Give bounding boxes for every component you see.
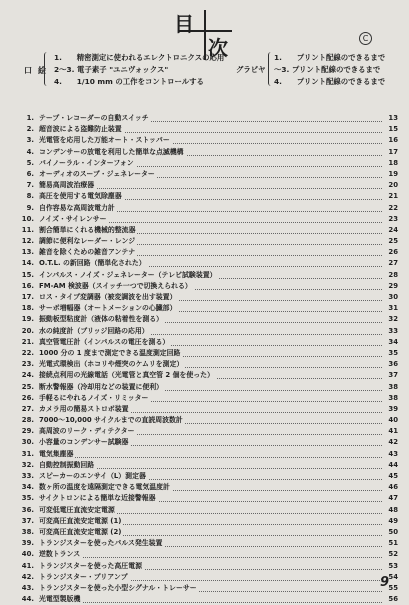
toc-entry-number: 15. xyxy=(21,270,34,279)
toc-entry-page: 27 xyxy=(388,259,398,268)
toc-entry-title: サイクトロンによる簡単な近接警報器 xyxy=(39,493,158,504)
toc-entry xyxy=(18,415,398,426)
frontispiece-brace xyxy=(44,52,51,86)
toc-entry xyxy=(18,348,398,359)
toc-entry xyxy=(18,437,398,448)
toc-entry-title: テープ・レコーダーの自動スイッチ xyxy=(39,113,151,124)
toc-entry-page: 18 xyxy=(388,158,398,167)
toc-entry xyxy=(18,147,398,158)
toc-entry-number: 33. xyxy=(21,472,34,480)
toc-entry xyxy=(18,493,398,504)
toc-entry-title: 簡易高周波治療器 xyxy=(39,180,96,191)
toc-entry-number: 7. xyxy=(26,181,34,190)
toc-entry xyxy=(18,135,398,146)
toc-entry-page: 20 xyxy=(388,181,398,190)
toc-entry-number: 21. xyxy=(21,337,34,346)
toc-entry xyxy=(18,236,398,247)
toc-entry-number: 35. xyxy=(21,494,34,503)
toc-entry-title: 水の純度計（ブリッジ回路の応用） xyxy=(39,326,151,337)
toc-leader-dots xyxy=(39,456,382,458)
toc-entry xyxy=(18,527,398,538)
gravure-line: 1. プリント配線のできるまで xyxy=(274,53,386,62)
toc-entry-title: 高圧を使用する電気除塵器 xyxy=(39,191,124,202)
toc-entry-number: 27. xyxy=(21,404,34,413)
toc-entry-number: 5. xyxy=(26,158,34,167)
toc-entry-number: 2. xyxy=(26,125,34,134)
toc-entry-number: 24. xyxy=(21,371,34,380)
toc-entry xyxy=(18,426,398,437)
toc-entry-number: 13. xyxy=(21,248,34,257)
toc-entry-title: 小容量のコンデンサー試験器 xyxy=(39,437,130,448)
toc-entry-number: 41. xyxy=(21,561,34,570)
toc-entry xyxy=(18,281,398,292)
toc-entry-page: 38 xyxy=(388,382,398,391)
toc-entry-number: 28. xyxy=(21,416,34,425)
toc-entry xyxy=(18,191,398,202)
toc-entry-page: 16 xyxy=(388,136,398,145)
toc-entry-title: 超音波による盗難防止装置 xyxy=(39,124,124,135)
toc-entry-page: 38 xyxy=(388,393,398,402)
toc-entry-title: 7000～10,000 サイクルまでの直読周波数計 xyxy=(39,415,185,426)
toc-entry-number: 3. xyxy=(26,136,34,145)
toc-entry xyxy=(18,303,398,314)
toc-entry-page: 22 xyxy=(388,203,398,212)
toc-entry xyxy=(18,124,398,135)
toc-entry-number: 30. xyxy=(21,438,34,447)
toc-entry-number: 8. xyxy=(26,192,34,201)
toc-entry-title: 自動控制振動回路 xyxy=(39,460,96,471)
toc-entry-number: 14. xyxy=(21,259,34,268)
toc-entry-title: 振動板型粘度計（液体の粘着性を測る） xyxy=(39,314,165,325)
gravure-section xyxy=(236,52,406,88)
toc-entry xyxy=(18,572,398,583)
title-char-1: 目 xyxy=(174,12,194,36)
toc-entry xyxy=(18,516,398,527)
toc-entry-page: 15 xyxy=(388,125,398,134)
toc-entry-page: 51 xyxy=(388,539,398,548)
toc-entry-number: 11. xyxy=(21,225,34,234)
toc-entry-page: 49 xyxy=(388,516,398,525)
toc-entry xyxy=(18,113,398,124)
toc-entry-page: 17 xyxy=(388,147,398,156)
toc-leader-dots xyxy=(39,601,382,603)
toc-entry-page: 28 xyxy=(388,270,398,279)
toc-entry xyxy=(18,314,398,325)
toc-entry-number: 36. xyxy=(21,505,34,514)
frontispiece-label: 口絵 xyxy=(24,66,52,75)
toc-entry-number: 31. xyxy=(21,449,34,458)
toc-entry-title: 高周波のリーク・ディテクター xyxy=(39,426,137,437)
toc-entry-title: オーディオのスーブ・ジェネレーター xyxy=(39,169,157,180)
toc-entry-page: 24 xyxy=(388,225,398,234)
toc-entry-page: 35 xyxy=(388,348,398,357)
toc-entry-page: 42 xyxy=(388,438,398,447)
toc-entry-page: 25 xyxy=(388,237,398,246)
toc-entry-title: 可変高圧直流安定電源 (2) xyxy=(39,527,123,538)
frontispiece-line: 4. 1/10 mm の工作をコントロールする xyxy=(54,77,204,86)
toc-entry xyxy=(18,158,398,169)
toc-entry-page: 34 xyxy=(388,337,398,346)
toc-entry-number: 4. xyxy=(26,147,34,156)
toc-entry-page: 52 xyxy=(388,550,398,559)
toc-entry-page: 32 xyxy=(388,315,398,324)
toc-entry-number: 12. xyxy=(21,237,34,246)
toc-entry-number: 42. xyxy=(21,572,34,581)
toc-entry-title: トランジスターを使ったパルス発生装置 xyxy=(39,538,164,549)
gravure-label: グラビヤ xyxy=(236,65,266,74)
toc-entry xyxy=(18,471,398,482)
toc-entry-title: インパルス・ノイズ・ジェネレーター（テレビ試験装置） xyxy=(39,270,219,281)
toc-entry-page: 30 xyxy=(388,293,398,301)
toc-entry xyxy=(18,505,398,516)
toc-entry-number: 18. xyxy=(21,304,34,313)
toc-entry-page: 46 xyxy=(388,483,398,492)
toc-entry-title: 光電式環検出（ホコリや煙突のケムリを測定） xyxy=(39,359,185,370)
toc-entry-title: 可変低電圧直流安定電源 xyxy=(39,505,117,516)
toc-entry-page: 19 xyxy=(388,169,398,178)
circle-mark: C xyxy=(359,32,372,45)
toc-entry-number: 44. xyxy=(21,595,34,604)
toc-entry-number: 22. xyxy=(21,348,34,357)
frontispiece-section xyxy=(24,52,244,88)
toc-entry-title: 電気集塵器 xyxy=(39,449,75,460)
toc-entry-title: 自作容易な高周波電力計 xyxy=(39,203,117,214)
toc-entry-page: 44 xyxy=(388,460,398,469)
toc-entry xyxy=(18,404,398,415)
toc-entry-number: 37. xyxy=(21,516,34,525)
toc-entry-title: 断水警報器（冷却用などの装置に便利） xyxy=(39,382,165,393)
toc-entry xyxy=(18,460,398,471)
toc-entry-title: 割合簡単にくれる機械的整流器 xyxy=(39,225,137,236)
toc-entry-title: カメラ用の簡易ストロボ装置 xyxy=(39,404,131,415)
toc-entry-title: O.T.L. の新回路（簡単化された） xyxy=(39,258,148,269)
toc-entry-title: トランジスターを使った小型シグナル・トレーサー xyxy=(39,583,199,594)
toc-entry-title: サーボ増幅器（オートメーションの心臓部） xyxy=(39,303,178,314)
toc-entry-number: 43. xyxy=(21,583,34,592)
toc-entry-page: 21 xyxy=(388,192,398,201)
toc-entry-page: 36 xyxy=(388,360,398,369)
toc-entry-number: 25. xyxy=(21,382,34,391)
toc-entry-title: 手軽るにやれるノイズ・リミッター xyxy=(39,393,150,404)
toc-entry-number: 9. xyxy=(26,203,34,212)
toc-entry-number: 20. xyxy=(21,326,34,335)
toc-entry xyxy=(18,561,398,572)
toc-entry-page: 29 xyxy=(388,281,398,290)
toc-entry-page: 37 xyxy=(388,371,398,380)
toc-entry-page: 55 xyxy=(388,583,398,592)
toc-entry-title: ノイズ・サイレンサー xyxy=(39,214,109,225)
toc-entry xyxy=(18,538,398,549)
toc-entry xyxy=(18,382,398,393)
toc-leader-dots xyxy=(39,556,382,558)
toc-entry xyxy=(18,326,398,337)
toc-entry-page: 56 xyxy=(388,595,398,604)
toc-entry xyxy=(18,270,398,281)
toc-entry-title: 光電型製版機 xyxy=(39,594,82,605)
toc-entry-page: 40 xyxy=(388,416,398,425)
toc-entry-number: 10. xyxy=(21,214,34,223)
toc-entry-number: 19. xyxy=(21,315,34,324)
toc-entry-title: バイノーラル・インターフォン xyxy=(39,158,136,169)
toc-entry xyxy=(18,214,398,225)
toc-entry-title: 数ヶ所の温度を遠隔測定できる電気温度計 xyxy=(39,482,172,493)
toc-entry-number: 26. xyxy=(21,393,34,402)
frontispiece-line: 2～3. 電子素子 "ユニヴォックス" xyxy=(54,65,169,74)
toc-entry-number: 1. xyxy=(26,114,34,122)
toc-list xyxy=(18,113,398,605)
toc-entry-number: 34. xyxy=(21,483,34,492)
toc-entry-page: 43 xyxy=(388,449,398,458)
toc-entry-title: 1000 分の 1 度まで測定できる温度測定回路 xyxy=(39,348,182,359)
toc-entry-title: スピーカーのエンサイ（L）測定器 xyxy=(39,471,148,482)
toc-entry xyxy=(18,393,398,404)
toc-entry-title: コンデンサーの放電を利用した簡単な点滅機構 xyxy=(39,147,186,158)
toc-entry-page: 23 xyxy=(388,214,398,223)
gravure-line: ～3. プリント配線のできるまで xyxy=(274,65,381,74)
toc-entry-page: 41 xyxy=(388,427,398,436)
title-char-2: 次 xyxy=(208,36,228,60)
toc-entry xyxy=(18,337,398,348)
toc-entry-title: ロス・タイプ変調器（被変調波を出す装置） xyxy=(39,292,178,303)
toc-entry xyxy=(18,225,398,236)
toc-entry xyxy=(18,370,398,381)
toc-entry-page: 45 xyxy=(388,472,398,480)
toc-entry-page: 53 xyxy=(388,561,398,570)
toc-entry-title: 光電管を応用した万能オート・ストッパー xyxy=(39,135,172,146)
toc-entry xyxy=(18,258,398,269)
toc-entry xyxy=(18,180,398,191)
toc-entry-number: 40. xyxy=(21,550,34,559)
toc-entry-title: 可変高圧直流安定電源 (1) xyxy=(39,516,123,527)
toc-entry xyxy=(18,292,398,303)
frontispiece-line: 1. 精密測定に使われるエレクトロニクスの応用 xyxy=(54,53,225,62)
toc-entry xyxy=(18,449,398,460)
toc-entry-number: 32. xyxy=(21,460,34,469)
toc-entry xyxy=(18,203,398,214)
toc-entry-page: 33 xyxy=(388,326,398,335)
gravure-line: 4. プリント配線のできるまで xyxy=(274,77,386,86)
toc-entry-page: 48 xyxy=(388,505,398,514)
toc-entry-number: 29. xyxy=(21,427,34,436)
toc-entry-title: トランジスターを使った高圧電源 xyxy=(39,561,144,572)
toc-entry-title: 雑音を除くための雑音アンテナ xyxy=(39,247,137,258)
toc-entry-number: 16. xyxy=(21,281,34,290)
toc-entry-number: 39. xyxy=(21,539,34,548)
toc-entry-number: 38. xyxy=(21,527,34,536)
toc-entry-page: 54 xyxy=(388,572,398,581)
toc-entry xyxy=(18,247,398,258)
page-number: 9 xyxy=(380,575,390,590)
toc-entry-page: 50 xyxy=(388,527,398,536)
toc-entry-title: 真空管電圧計（インパルスの電圧を測る） xyxy=(39,337,171,348)
toc-entry-page: 47 xyxy=(388,494,398,503)
toc-entry xyxy=(18,549,398,560)
toc-entry xyxy=(18,583,398,594)
toc-entry-title: 接続点利用の光線電話（光電管と真空管 2 個を使った） xyxy=(39,370,216,381)
toc-entry xyxy=(18,482,398,493)
toc-entry-title: トランジスター・プリアンプ xyxy=(39,572,130,583)
toc-entry-page: 31 xyxy=(388,304,398,313)
toc-entry-page: 26 xyxy=(388,248,398,257)
toc-entry-number: 23. xyxy=(21,360,34,369)
toc-entry-title: 逆数トランス xyxy=(39,549,82,560)
toc-entry-page: 39 xyxy=(388,404,398,413)
toc-entry-number: 6. xyxy=(26,169,34,178)
toc-entry-page: 13 xyxy=(388,114,398,122)
toc-entry xyxy=(18,169,398,180)
toc-entry xyxy=(18,359,398,370)
toc-entry-title: 調節に便利なレーダー・レンジ xyxy=(39,236,137,247)
toc-entry-title: FM-AM 検波器（スイッチ一つで切換えられる） xyxy=(39,281,194,292)
toc-entry-number: 17. xyxy=(21,293,34,301)
